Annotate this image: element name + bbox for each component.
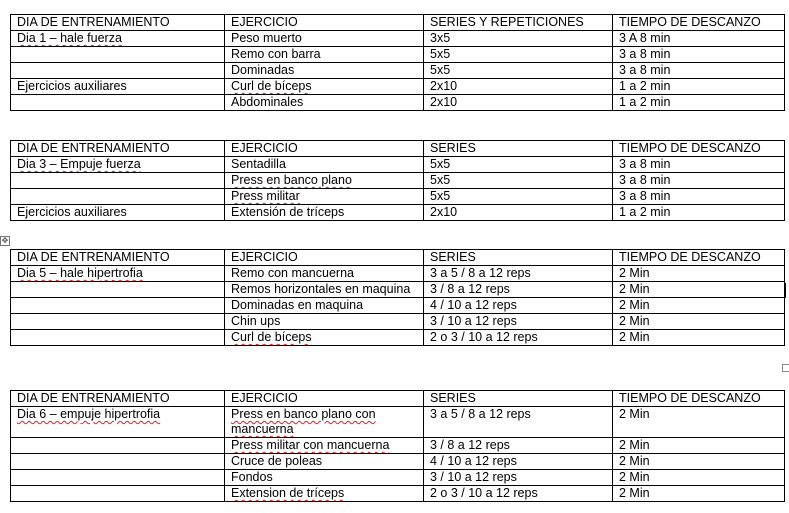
table-row	[11, 173, 785, 189]
exercise-cell: Peso muerto	[225, 31, 424, 47]
series-cell: 2x10	[424, 205, 613, 221]
exercise-cell: Abdominales	[225, 95, 424, 111]
exercise-cell: Dominadas	[225, 63, 424, 79]
header-cell: TIEMPO DE DESCANZO	[613, 15, 785, 31]
training-table-3	[10, 249, 785, 346]
header-cell: DIA DE ENTRENAMIENTO	[11, 391, 225, 407]
table-header-row	[11, 15, 785, 31]
day-cell	[11, 470, 225, 486]
series-cell: 3 a 5 / 8 a 12 reps	[424, 407, 613, 438]
header-cell: DIA DE ENTRENAMIENTO	[11, 250, 225, 266]
table-row	[11, 486, 785, 502]
series-cell: 3 / 10 a 12 reps	[424, 314, 613, 330]
exercise-cell: Press en banco plano con mancuerna	[225, 407, 424, 438]
series-cell: 3 / 8 a 12 reps	[424, 438, 613, 454]
table-row	[11, 189, 785, 205]
table-row	[11, 314, 785, 330]
exercise-cell: Curl de bíceps	[225, 330, 424, 346]
rest-cell: 2 Min	[613, 486, 785, 502]
series-cell: 2 o 3 / 10 a 12 reps	[424, 486, 613, 502]
training-table-4	[10, 390, 785, 502]
header-cell: EJERCICIO	[225, 141, 424, 157]
rest-cell: 3 a 8 min	[613, 157, 785, 173]
rest-cell: 2 Min	[613, 282, 785, 298]
series-cell: 5x5	[424, 157, 613, 173]
series-cell: 3x5	[424, 31, 613, 47]
series-cell: 3 a 5 / 8 a 12 reps	[424, 266, 613, 282]
rest-cell: 2 Min	[613, 298, 785, 314]
exercise-cell: Press en banco plano	[225, 173, 424, 189]
header-cell: TIEMPO DE DESCANZO	[613, 250, 785, 266]
exercise-cell: Remo con mancuerna	[225, 266, 424, 282]
exercise-cell: Fondos	[225, 470, 424, 486]
rest-cell: 2 Min	[613, 314, 785, 330]
day-cell: Ejercicios auxiliares	[11, 205, 225, 221]
series-cell: 3 / 8 a 12 reps	[424, 282, 613, 298]
series-cell: 4 / 10 a 12 reps	[424, 454, 613, 470]
table-resize-handle[interactable]	[782, 364, 789, 372]
table-row	[11, 298, 785, 314]
rest-cell: 2 Min	[613, 454, 785, 470]
table-row	[11, 282, 785, 298]
header-cell: SERIES	[424, 391, 613, 407]
series-cell: 5x5	[424, 63, 613, 79]
table-row	[11, 157, 785, 173]
header-cell: SERIES	[424, 250, 613, 266]
series-cell: 3 / 10 a 12 reps	[424, 470, 613, 486]
day-cell	[11, 454, 225, 470]
table-row	[11, 47, 785, 63]
table-row	[11, 63, 785, 79]
rest-cell: 2 Min	[613, 266, 785, 282]
day-cell: Dia 3 – Empuje fuerza	[11, 157, 225, 173]
table-row	[11, 454, 785, 470]
day-cell: Dia 6 – empuje hipertrofia	[11, 407, 225, 438]
series-cell: 4 / 10 a 12 reps	[424, 298, 613, 314]
rest-cell: 2 Min	[613, 470, 785, 486]
series-cell: 2x10	[424, 79, 613, 95]
day-cell	[11, 314, 225, 330]
series-cell: 2x10	[424, 95, 613, 111]
table-row	[11, 205, 785, 221]
series-cell: 2 o 3 / 10 a 12 reps	[424, 330, 613, 346]
day-cell	[11, 173, 225, 189]
exercise-cell: Press militar con mancuerna	[225, 438, 424, 454]
exercise-cell: Dominadas en maquina	[225, 298, 424, 314]
rest-cell: 3 a 8 min	[613, 189, 785, 205]
header-cell: EJERCICIO	[225, 250, 424, 266]
table-header-row	[11, 391, 785, 407]
series-cell: 5x5	[424, 189, 613, 205]
day-cell: Ejercicios auxiliares	[11, 79, 225, 95]
day-cell	[11, 189, 225, 205]
day-cell	[11, 282, 225, 298]
exercise-cell: Extension de tríceps	[225, 486, 424, 502]
series-cell: 5x5	[424, 173, 613, 189]
day-cell	[11, 95, 225, 111]
table-row	[11, 95, 785, 111]
exercise-cell: Curl de bíceps	[225, 79, 424, 95]
header-cell: SERIES Y REPETICIONES	[424, 15, 613, 31]
exercise-cell: Extensión de tríceps	[225, 205, 424, 221]
table-row	[11, 438, 785, 454]
rest-cell: 1 a 2 min	[613, 79, 785, 95]
day-cell	[11, 298, 225, 314]
table-move-handle[interactable]: ✥	[1, 236, 9, 245]
rest-cell: 2 Min	[613, 330, 785, 346]
day-cell	[11, 486, 225, 502]
rest-cell: 3 a 8 min	[613, 47, 785, 63]
exercise-cell: Chin ups	[225, 314, 424, 330]
training-table-1	[10, 14, 785, 111]
rest-cell: 3 a 8 min	[613, 63, 785, 79]
table-header-row	[11, 141, 785, 157]
header-cell: EJERCICIO	[225, 15, 424, 31]
exercise-cell: Press militar	[225, 189, 424, 205]
training-table-2	[10, 140, 785, 221]
header-cell: SERIES	[424, 141, 613, 157]
exercise-cell: Remos horizontales en maquina	[225, 282, 424, 298]
table-row	[11, 470, 785, 486]
rest-cell: 2 Min	[613, 407, 785, 438]
day-cell	[11, 330, 225, 346]
rest-cell: 3 A 8 min	[613, 31, 785, 47]
exercise-cell: Remo con barra	[225, 47, 424, 63]
day-cell	[11, 63, 225, 79]
exercise-cell: Cruce de poleas	[225, 454, 424, 470]
rest-cell: 2 Min	[613, 438, 785, 454]
header-cell: TIEMPO DE DESCANZO	[613, 391, 785, 407]
table-header-row	[11, 250, 785, 266]
table-row	[11, 79, 785, 95]
header-cell: DIA DE ENTRENAMIENTO	[11, 15, 225, 31]
day-cell: Dia 1 – hale fuerza	[11, 31, 225, 47]
day-cell: Dia 5 – hale hipertrofia	[11, 266, 225, 282]
text-cursor	[785, 283, 786, 298]
table-row	[11, 407, 785, 438]
series-cell: 5x5	[424, 47, 613, 63]
day-cell	[11, 47, 225, 63]
rest-cell: 1 a 2 min	[613, 95, 785, 111]
day-cell	[11, 438, 225, 454]
rest-cell: 3 a 8 min	[613, 173, 785, 189]
table-row	[11, 330, 785, 346]
table-row	[11, 266, 785, 282]
rest-cell: 1 a 2 min	[613, 205, 785, 221]
header-cell: EJERCICIO	[225, 391, 424, 407]
header-cell: TIEMPO DE DESCANZO	[613, 141, 785, 157]
exercise-cell: Sentadilla	[225, 157, 424, 173]
table-row	[11, 31, 785, 47]
header-cell: DIA DE ENTRENAMIENTO	[11, 141, 225, 157]
